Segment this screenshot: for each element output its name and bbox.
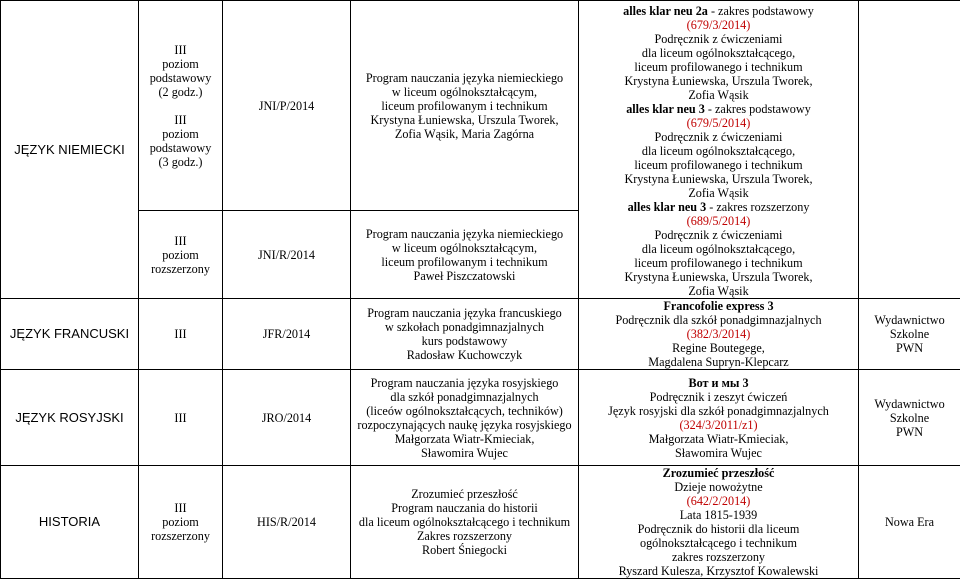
- publisher-cell: [859, 1, 960, 299]
- program-line: Zofia Wąsik, Maria Zagórna: [353, 127, 576, 141]
- program-line: Krystyna Łuniewska, Urszula Tworek,: [353, 113, 576, 127]
- level-line: poziom: [141, 57, 220, 71]
- book-line: Małgorzata Wiatr-Kmieciak,: [581, 432, 856, 446]
- program-cell: [351, 466, 579, 579]
- program-line: Program nauczania języka francuskiego: [353, 306, 576, 320]
- program-line: w liceum ogólnokształcącym,: [353, 85, 576, 99]
- book-line: Magdalena Supryn-Klepcarz: [581, 355, 856, 369]
- book-line: Regine Boutegege,: [581, 341, 856, 355]
- level-line: rozszerzony: [141, 262, 220, 276]
- book-line: dla liceum ogólnokształcącego,: [581, 242, 856, 256]
- publisher-cell: [859, 299, 960, 370]
- book-line: Krystyna Łuniewska, Urszula Tworek,: [581, 74, 856, 88]
- program-cell: [351, 1, 579, 211]
- subject-cell: [1, 299, 139, 370]
- textbook-cell: [579, 466, 859, 579]
- book-line: Zofia Wąsik: [581, 88, 856, 102]
- program-code: JRO/2014: [262, 411, 311, 425]
- book-title: Вот и мы 3: [581, 376, 856, 390]
- publisher-line: PWN: [861, 341, 958, 355]
- approval-number: (382/3/2014): [581, 327, 856, 341]
- level-cell: [139, 1, 223, 211]
- approval-number: (642/2/2014): [581, 494, 856, 508]
- table-row: [1, 466, 960, 579]
- program-line: kurs podstawowy: [353, 334, 576, 348]
- level-line: (2 godz.): [141, 85, 220, 99]
- book-line: ogólnokształcącego i technikum: [581, 536, 856, 550]
- book-line: Krystyna Łuniewska, Urszula Tworek,: [581, 172, 856, 186]
- book-line: Podręcznik z ćwiczeniami: [581, 228, 856, 242]
- subject-label: JĘZYK FRANCUSKI: [10, 326, 129, 341]
- level-cell: [139, 299, 223, 370]
- program-line: Paweł Piszczatowski: [353, 269, 576, 283]
- program-line: rozpoczynających naukę języka rosyjskiego: [353, 418, 576, 432]
- book-title: Francofolie express 3: [581, 299, 856, 313]
- book-line: dla liceum ogólnokształcącego,: [581, 46, 856, 60]
- program-line: dla szkół ponadgimnazjalnych: [353, 390, 576, 404]
- publisher-line: Wydawnictwo Szkolne: [861, 397, 958, 425]
- level-line: podstawowy: [141, 71, 220, 85]
- code-cell: [223, 466, 351, 579]
- subject-cell: [1, 1, 139, 299]
- level-line: III: [141, 113, 220, 127]
- book-line: zakres rozszerzony: [581, 550, 856, 564]
- subject-label: JĘZYK NIEMIECKI: [14, 142, 125, 157]
- level-line: poziom: [141, 248, 220, 262]
- textbook-cell: [579, 1, 859, 299]
- program-line: Program nauczania języka rosyjskiego: [353, 376, 576, 390]
- subject-label: JĘZYK ROSYJSKI: [15, 410, 123, 425]
- book-line: Zofia Wąsik: [581, 284, 856, 298]
- program-line: w szkołach ponadgimnazjalnych: [353, 320, 576, 334]
- book-line: Krystyna Łuniewska, Urszula Tworek,: [581, 270, 856, 284]
- program-line: Zakres rozszerzony: [353, 529, 576, 543]
- book-line: liceum profilowanego i technikum: [581, 158, 856, 172]
- subject-cell: [1, 370, 139, 466]
- book-line: Ryszard Kulesza, Krzysztof Kowalewski: [581, 564, 856, 578]
- book-line: Podręcznik z ćwiczeniami: [581, 130, 856, 144]
- level-line: podstawowy: [141, 141, 220, 155]
- book-line: Podręcznik do historii dla liceum: [581, 522, 856, 536]
- level-line: poziom: [141, 515, 220, 529]
- level-line: (3 godz.): [141, 155, 220, 169]
- book-scope: - zakres podstawowy: [705, 102, 811, 116]
- level-cell: [139, 466, 223, 579]
- book-title: Zrozumieć przeszłość: [581, 466, 856, 480]
- approval-number: (679/3/2014): [581, 18, 856, 32]
- book-line: Język rosyjski dla szkół ponadgimnazjalnych: [581, 404, 856, 418]
- book-line: Dzieje nowożytne: [581, 480, 856, 494]
- book-line: Podręcznik z ćwiczeniami: [581, 32, 856, 46]
- code-cell: [223, 1, 351, 211]
- book-line: Zofia Wąsik: [581, 186, 856, 200]
- book-scope: - zakres rozszerzony: [706, 200, 809, 214]
- book-line: liceum profilowanego i technikum: [581, 60, 856, 74]
- level-line: rozszerzony: [141, 529, 220, 543]
- book-title: alles klar neu 3: [628, 200, 707, 214]
- program-code: JNI/R/2014: [258, 248, 315, 262]
- program-line: Program nauczania języka niemieckiego: [353, 227, 576, 241]
- program-cell: [351, 299, 579, 370]
- code-cell: [223, 211, 351, 299]
- program-line: w liceum ogólnokształcącym,: [353, 241, 576, 255]
- publisher-line: PWN: [861, 425, 958, 439]
- program-line: Małgorzata Wiatr-Kmieciak,: [353, 432, 576, 446]
- textbook-cell: [579, 299, 859, 370]
- program-line: (liceów ogólnokształcących, techników): [353, 404, 576, 418]
- level-line: III: [141, 501, 220, 515]
- code-cell: [223, 299, 351, 370]
- program-cell: [351, 370, 579, 466]
- level-line: III: [141, 43, 220, 57]
- book-line: liceum profilowanego i technikum: [581, 256, 856, 270]
- level-line: III: [141, 234, 220, 248]
- table-row: [1, 370, 960, 466]
- book-title: alles klar neu 3: [626, 102, 705, 116]
- level-line: poziom: [141, 127, 220, 141]
- approval-number: (689/5/2014): [581, 214, 856, 228]
- program-line: dla liceum ogólnokształcącego i technikum: [353, 515, 576, 529]
- table-row: [1, 299, 960, 370]
- program-line: Sławomira Wujec: [353, 446, 576, 460]
- book-title: alles klar neu 2a: [623, 4, 708, 18]
- publisher-line: Nowa Era: [861, 515, 958, 529]
- book-line: Lata 1815-1939: [581, 508, 856, 522]
- book-line: Podręcznik dla szkół ponadgimnazjalnych: [581, 313, 856, 327]
- table-row: [1, 1, 960, 211]
- book-line: Podręcznik i zeszyt ćwiczeń: [581, 390, 856, 404]
- program-code: HIS/R/2014: [257, 515, 316, 529]
- program-line: liceum profilowanym i technikum: [353, 255, 576, 269]
- program-code: JFR/2014: [263, 327, 310, 341]
- program-line: Program nauczania do historii: [353, 501, 576, 515]
- textbook-cell: [579, 370, 859, 466]
- program-line: Program nauczania języka niemieckiego: [353, 71, 576, 85]
- subject-label: HISTORIA: [39, 514, 100, 529]
- publisher-cell: [859, 370, 960, 466]
- subject-cell: [1, 466, 139, 579]
- book-scope: - zakres podstawowy: [708, 4, 814, 18]
- code-cell: [223, 370, 351, 466]
- program-cell: [351, 211, 579, 299]
- program-code: JNI/P/2014: [259, 99, 315, 113]
- level-cell: [139, 370, 223, 466]
- publisher-line: Wydawnictwo Szkolne: [861, 313, 958, 341]
- approval-number: (324/3/2011/z1): [581, 418, 856, 432]
- level-cell: [139, 211, 223, 299]
- approval-number: (679/5/2014): [581, 116, 856, 130]
- program-line: liceum profilowanym i technikum: [353, 99, 576, 113]
- program-line: Robert Śniegocki: [353, 543, 576, 557]
- level-line: III: [174, 327, 186, 341]
- book-line: Sławomira Wujec: [581, 446, 856, 460]
- level-line: III: [174, 411, 186, 425]
- publisher-cell: [859, 466, 960, 579]
- program-line: Radosław Kuchowczyk: [353, 348, 576, 362]
- program-line: Zrozumieć przeszłość: [353, 487, 576, 501]
- book-line: dla liceum ogólnokształcącego,: [581, 144, 856, 158]
